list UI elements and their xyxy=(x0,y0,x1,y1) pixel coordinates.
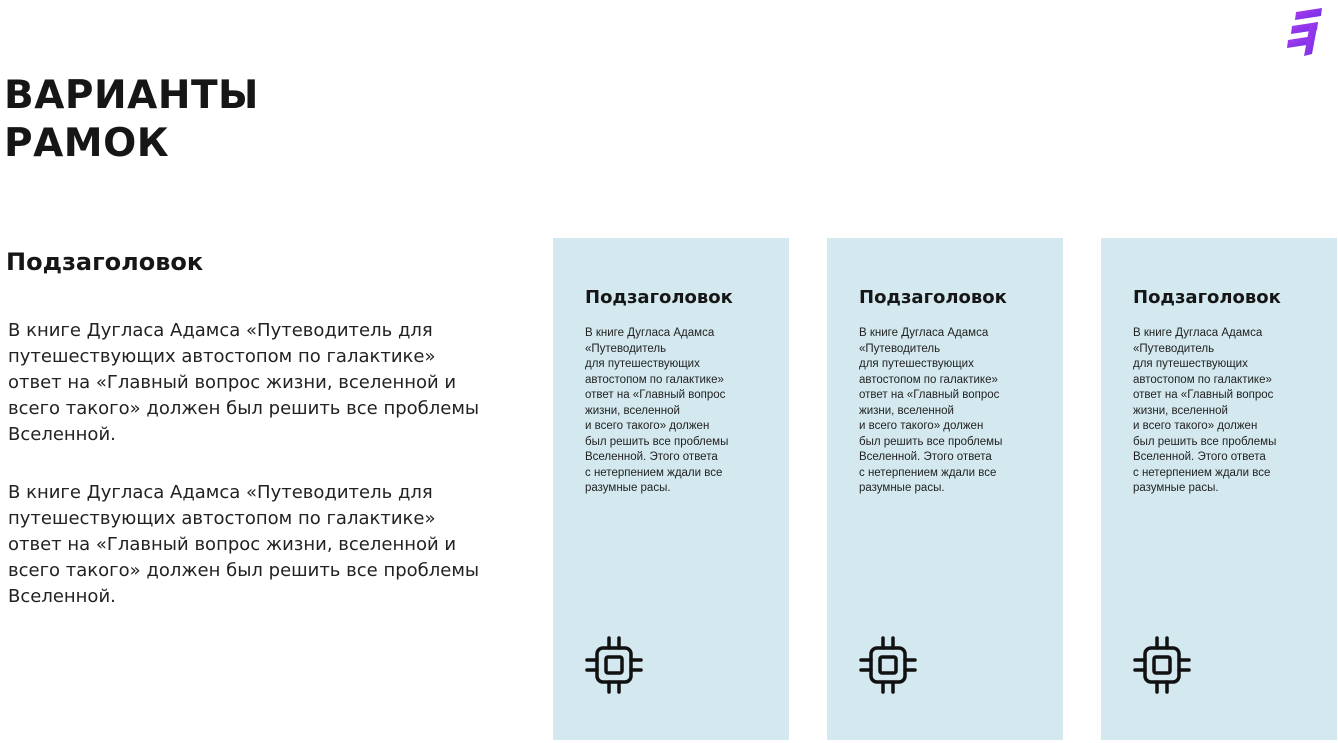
intro-paragraph: В книге Дугласа Адамса «Путеводитель для путешествующих автостопом по галактике» ответ на «Главный вопрос жизни, вселенной и всего такого» должен был решить все проблемы Вселенной. xyxy=(8,320,480,445)
frame-variants xyxy=(553,238,1337,740)
brand-logo-icon xyxy=(1286,4,1330,56)
section-subtitle: Подзаголовок xyxy=(6,248,204,276)
chip-icon xyxy=(859,635,917,695)
frame-card xyxy=(827,238,1063,740)
card-text: В книге Дугласа Адамса «Путеводитель для путешествующих автостопом по галактике» ответ на «Главный вопрос жизни, вселенной и всего такого» должен был решить все проблемы Вселенной. Этого ответа с нетерпением ждали все разумные расы. xyxy=(1133,327,1277,494)
frame-card xyxy=(553,238,789,740)
card-title: Подзаголовок xyxy=(585,287,733,308)
card-text: В книге Дугласа Адамса «Путеводитель для путешествующих автостопом по галактике» ответ на «Главный вопрос жизни, вселенной и всего такого» должен был решить все проблемы Вселенной. Этого ответа с нетерпением ждали все разумные расы. xyxy=(859,327,1003,494)
card-title: Подзаголовок xyxy=(1133,287,1281,308)
chip-icon xyxy=(585,635,643,695)
card-title: Подзаголовок xyxy=(859,287,1007,308)
card-text: В книге Дугласа Адамса «Путеводитель для путешествующих автостопом по галактике» ответ на «Главный вопрос жизни, вселенной и всего такого» должен был решить все проблемы Вселенной. Этого ответа с нетерпением ждали все разумные расы. xyxy=(585,327,729,494)
chip-icon xyxy=(1133,635,1191,695)
frame-card xyxy=(1101,238,1337,740)
intro-paragraph: В книге Дугласа Адамса «Путеводитель для путешествующих автостопом по галактике» ответ на «Главный вопрос жизни, вселенной и всего такого» должен был решить все проблемы Вселенной. xyxy=(8,482,480,607)
page-title: ВАРИАНТЫ РАМОК xyxy=(4,73,259,166)
